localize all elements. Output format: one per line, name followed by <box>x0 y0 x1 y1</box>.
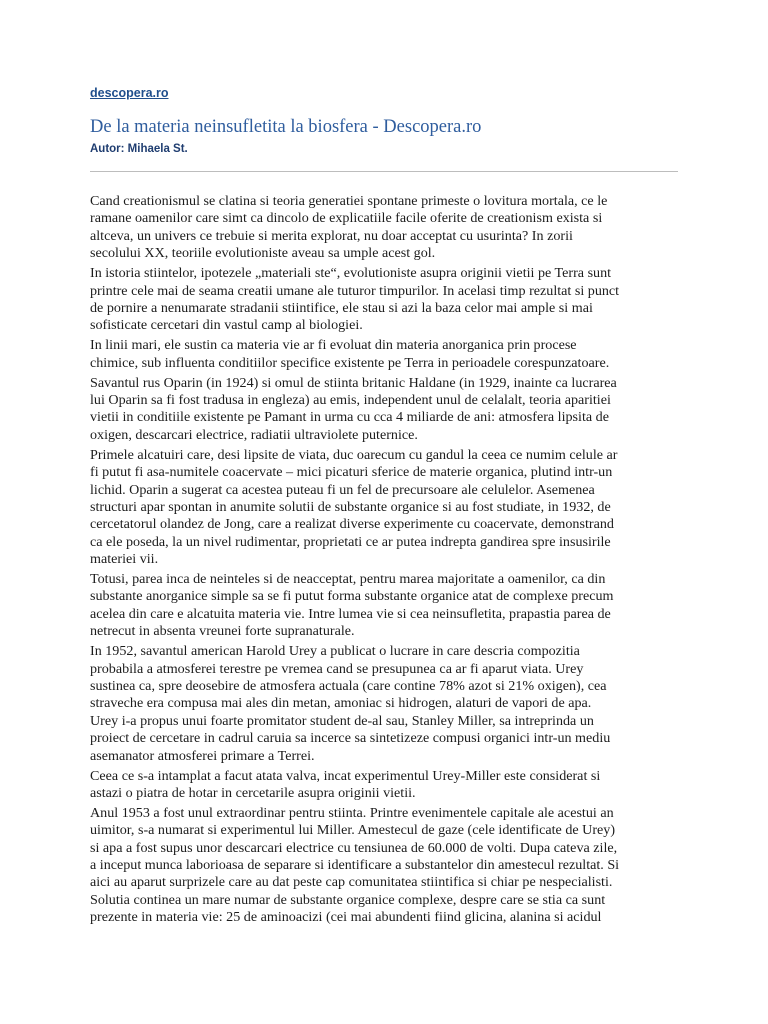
article-body <box>90 193 676 929</box>
paragraph-line: acelea din care e alcatuita materia vie. Intre lumea vie si cea neinsufletita, prapastia parea de <box>90 605 611 622</box>
paragraph-line: a inceput munca laborioasa de separare si identificare a substantelor din amestecul rezultat. Si <box>90 857 620 874</box>
paragraph-line: asemanator atmosferei primare a Terrei. <box>90 747 315 764</box>
paragraph <box>90 265 676 335</box>
paragraph-line: secolului XX, teoriile evolutioniste aveau sa umple acest gol. <box>90 245 436 262</box>
paragraph-line: de pornire a nenumarate stradanii stiintifice, ele stau si azi la baza celor mai ample si mai <box>90 299 593 316</box>
paragraph <box>90 805 676 927</box>
paragraph-line: structuri apar spontan in anumite solutii de substante organice si au fost studiate, in 1932, de <box>90 498 611 515</box>
source-link[interactable]: descopera.ro <box>90 86 169 100</box>
paragraph-line: Solutia continea un mare numar de substante organice complexe, despre care se stia ca sunt <box>90 891 606 908</box>
paragraph-line: si apa a fost supus unor descarcari electrice cu tensiunea de 60.000 de volti. Dupa cateva zile, <box>90 839 618 856</box>
paragraph <box>90 447 676 569</box>
paragraph-line: Primele alcatuiri care, desi lipsite de viata, duc oarecum cu gandul la ceea ce numim celule ar <box>90 446 618 463</box>
paragraph <box>90 193 676 263</box>
paragraph <box>90 768 676 803</box>
paragraph-line: oxigen, descarcari electrice, radiatii ultraviolete puternice. <box>90 426 418 443</box>
paragraph <box>90 375 676 445</box>
paragraph-line: lichid. Oparin a sugerat ca acestea puteau fi un fel de precursoare ale celulelor. Asemenea <box>90 481 595 498</box>
paragraph-line: cercetatorul olandez de Jong, care a realizat diverse experimente cu coacervate, demonstrand <box>90 516 614 533</box>
paragraph-line: altceva, un univers ce trebuie si merita explorat, nu doar acceptat cu usurinta? In zorii <box>90 227 573 244</box>
paragraph-line: Savantul rus Oparin (in 1924) si omul de stiinta britanic Haldane (in 1929, inainte ca lucrarea <box>90 374 617 391</box>
paragraph-line: sofisticate cercetari din vastul camp al biologiei. <box>90 317 363 334</box>
paragraph-line: substante anorganice simple sa se fi putut forma substante organice atat de complexe precum <box>90 588 614 605</box>
paragraph-line: printre cele mai de seama creatii umane ale tuturor timpurilor. In acelasi timp rezultat si punct <box>90 282 620 299</box>
paragraph-line: uimitor, s-a numarat si experimentul lui Miller. Amestecul de gaze (cele identificate de Urey) <box>90 822 616 839</box>
paragraph-line: chimice, sub influenta conditiilor specifice existente pe Terra in perioadele corespunzatoare. <box>90 354 610 371</box>
paragraph-line: Urey i-a propus unui foarte promitator student de-al sau, Stanley Miller, sa intreprinda un <box>90 712 594 729</box>
paragraph-line: astazi o piatra de hotar in cercetarile asupra originii vietii. <box>90 784 416 801</box>
paragraph-line: vietii in conditiile existente pe Pamant in urma cu cca 4 miliarde de ani: atmosfera lipsita de <box>90 409 609 426</box>
paragraph <box>90 643 676 765</box>
paragraph-line: probabila a atmosferei terestre pe vremea cand se presupunea ca ar fi aparut viata. Urey <box>90 660 584 677</box>
paragraph-line: In linii mari, ele sustin ca materia vie ar fi evoluat din materia anorganica prin procese <box>90 337 577 354</box>
paragraph-line: Cand creationismul se clatina si teoria generatiei spontane primeste o lovitura mortala, ce le <box>90 193 608 209</box>
paragraph-line: In 1952, savantul american Harold Urey a publicat o lucrare in care descria compozitia <box>90 643 580 660</box>
paragraph-line: sustinea ca, spre deosebire de atmosfera actuala (care contine 78% azot si 21% oxigen), cea <box>90 677 607 694</box>
paragraph-line: Ceea ce s-a intamplat a facut atata valva, incat experimentul Urey-Miller este considerat si <box>90 767 601 784</box>
paragraph-line: prezente in materia vie: 25 de aminoacizi (cei mai abundenti fiind glicina, alanina si acidul <box>90 909 602 926</box>
paragraph-line: lui Oparin sa fi fost tradusa in engleza) au emis, independent unul de celalalt, teoria aparitiei <box>90 391 611 408</box>
paragraph <box>90 337 676 372</box>
paragraph-line: Totusi, parea inca de neinteles si de neacceptat, pentru marea majoritate a oamenilor, ca din <box>90 571 606 588</box>
author-byline: Autor: Mihaela St. <box>90 143 188 155</box>
paragraph-line: aici au aparut surprizele care au dat peste cap comunitatea stiintifica si chiar pe nespecialisti. <box>90 874 613 891</box>
paragraph-line: ca ele poseda, la un nivel rudimentar, proprietati ce ar putea indrepta gandirea spre insusirile <box>90 533 611 550</box>
paragraph-line: stravechе era compusa mai ales din metan, amoniac si hidrogen, alaturi de vapori de apa. <box>90 695 592 712</box>
paragraph-line: proiect de cercetare in cadrul caruia sa incerce sa sintetizeze compusi organici intr-un mediu <box>90 730 611 747</box>
paragraph-line: netrecut in absenta vreunei forte supranaturale. <box>90 623 355 640</box>
paragraph-line: In istoria stiintelor, ipotezele „materiali ste“, evolutioniste asupra originii vietii pe Terra sunt <box>90 265 612 282</box>
paragraph-line: Anul 1953 a fost unul extraordinar pentru stiinta. Printre evenimentele capitale ale acestui an <box>90 804 614 821</box>
paragraph-line: fi putut fi asa-numitele coacervate – mici picaturi sferice de materie organica, plutind intr-un <box>90 464 613 481</box>
title-divider <box>90 171 678 172</box>
paragraph <box>90 571 676 641</box>
paragraph-line: ramane oamenilor care simt ca dincolo de explicatiile facile oferite de creationism exista si <box>90 210 603 227</box>
document-title: De la materia neinsufletita la biosfera - Descopera.ro <box>90 117 482 137</box>
paragraph-line: materiei vii. <box>90 551 159 568</box>
